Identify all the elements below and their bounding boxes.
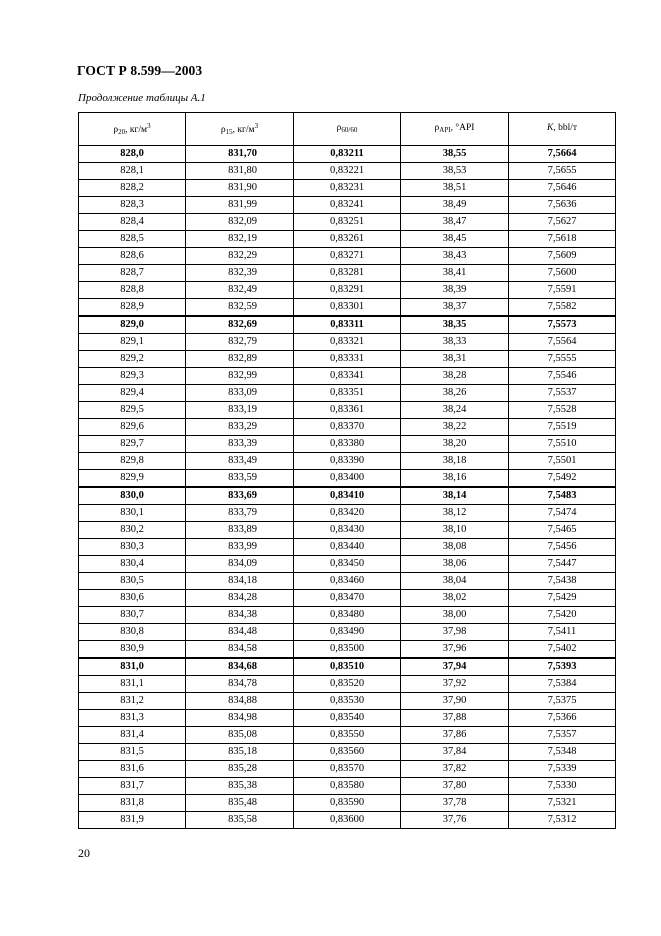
table-cell: 828,8 [79,282,186,299]
density-table [78,112,616,829]
table-cell: 829,6 [79,419,186,436]
table-cell: 38,18 [401,453,509,470]
table-row [79,539,616,556]
table-cell: 831,2 [79,693,186,710]
table-cell: 38,14 [401,487,509,505]
table-row [79,676,616,693]
table-row [79,727,616,744]
table-cell: 834,68 [186,658,294,676]
table-cell: 7,5456 [509,539,616,556]
table-cell: 831,3 [79,710,186,727]
table-cell: 0,83410 [294,487,401,505]
table-cell: 37,90 [401,693,509,710]
table-cell: 7,5393 [509,658,616,676]
table-cell: 0,83261 [294,231,401,248]
table-cell: 0,83530 [294,693,401,710]
table-cell: 37,94 [401,658,509,676]
table-cell: 829,2 [79,351,186,368]
table-cell: 38,10 [401,522,509,539]
column-header [186,113,294,146]
table-cell: 0,83420 [294,505,401,522]
table-cell: 829,7 [79,436,186,453]
table-cell: 7,5600 [509,265,616,282]
table-cell: 7,5636 [509,197,616,214]
table-cell: 7,5447 [509,556,616,573]
table-cell: 828,6 [79,248,186,265]
column-unit: , кг/м [232,124,255,135]
table-cell: 37,76 [401,812,509,829]
table-cell: 0,83380 [294,436,401,453]
table-row [79,522,616,539]
table-cell: 7,5627 [509,214,616,231]
table-row [79,573,616,590]
table-cell: 37,98 [401,624,509,641]
table-row [79,231,616,248]
table-cell: 0,83440 [294,539,401,556]
table-cell: 829,9 [79,470,186,488]
table-cell: 0,83430 [294,522,401,539]
table-cell: 829,8 [79,453,186,470]
table-cell: 7,5564 [509,334,616,351]
table-row [79,163,616,180]
table-cell: 833,69 [186,487,294,505]
table-cell: 38,35 [401,316,509,334]
column-symbol: K [546,123,554,134]
table-row [79,795,616,812]
table-cell: 828,2 [79,180,186,197]
table-cell: 7,5438 [509,573,616,590]
table-cell: 831,9 [79,812,186,829]
table-cell: 38,39 [401,282,509,299]
table-cell: 38,49 [401,197,509,214]
table-cell: 38,28 [401,368,509,385]
table-cell: 37,82 [401,761,509,778]
table-cell: 835,48 [186,795,294,812]
table-cell: 835,08 [186,727,294,744]
column-subscript: 60/60 [341,126,358,134]
table-cell: 831,99 [186,197,294,214]
column-superscript: 3 [254,121,259,130]
column-unit: , кг/м [125,124,148,135]
table-cell: 7,5321 [509,795,616,812]
table-row [79,693,616,710]
table-cell: 38,16 [401,470,509,488]
table-cell: 7,5528 [509,402,616,419]
table-cell: 832,89 [186,351,294,368]
table-cell: 833,39 [186,436,294,453]
column-unit: , bbl/т [553,123,578,134]
table-cell: 833,99 [186,539,294,556]
table-cell: 828,1 [79,163,186,180]
table-cell: 832,19 [186,231,294,248]
table-cell: 7,5330 [509,778,616,795]
table-cell: 0,83590 [294,795,401,812]
table-cell: 830,1 [79,505,186,522]
table-cell: 835,28 [186,761,294,778]
table-cell: 0,83211 [294,146,401,163]
table-row [79,505,616,522]
table-cell: 38,20 [401,436,509,453]
table-cell: 834,48 [186,624,294,641]
column-subscript: 20 [118,127,126,136]
table-cell: 831,0 [79,658,186,676]
table-cell: 38,45 [401,231,509,248]
table-cell: 7,5537 [509,385,616,402]
table-cell: 7,5348 [509,744,616,761]
table-cell: 0,83351 [294,385,401,402]
table-cell: 828,9 [79,299,186,317]
table-cell: 830,9 [79,641,186,659]
table-row [79,641,616,659]
table-row [79,214,616,231]
table-cell: 829,3 [79,368,186,385]
page-number: 20 [78,846,90,860]
column-symbol: ρ [113,124,119,135]
table-cell: 7,5402 [509,641,616,659]
column-header [294,113,401,146]
table-cell: 0,83370 [294,419,401,436]
table-row [79,265,616,282]
table-row [79,180,616,197]
table-cell: 7,5546 [509,368,616,385]
table-header-row [79,113,616,146]
table-cell: 0,83400 [294,470,401,488]
table-cell: 834,58 [186,641,294,659]
table-cell: 7,5465 [509,522,616,539]
table-cell: 831,6 [79,761,186,778]
table-cell: 834,28 [186,590,294,607]
column-symbol: ρ [336,123,342,133]
table-cell: 7,5420 [509,607,616,624]
table-row [79,761,616,778]
table-cell: 835,38 [186,778,294,795]
table-cell: 830,6 [79,590,186,607]
table-row [79,812,616,829]
table-cell: 832,09 [186,214,294,231]
table-cell: 7,5519 [509,419,616,436]
table-cell: 833,29 [186,419,294,436]
table-cell: 834,18 [186,573,294,590]
table-cell: 38,53 [401,163,509,180]
table-row [79,282,616,299]
column-subscript: 15 [225,127,233,136]
table-cell: 828,5 [79,231,186,248]
table-cell: 38,02 [401,590,509,607]
table-cell: 831,70 [186,146,294,163]
table-cell: 0,83480 [294,607,401,624]
table-cell: 830,8 [79,624,186,641]
table-cell: 38,51 [401,180,509,197]
table-cell: 7,5384 [509,676,616,693]
table-cell: 38,37 [401,299,509,317]
table-cell: 834,88 [186,693,294,710]
table-cell: 38,08 [401,539,509,556]
table-cell: 37,96 [401,641,509,659]
table-cell: 0,83301 [294,299,401,317]
table-cell: 7,5646 [509,180,616,197]
table-cell: 7,5582 [509,299,616,317]
table-cell: 7,5664 [509,146,616,163]
table-cell: 7,5375 [509,693,616,710]
table-row [79,453,616,470]
table-cell: 0,83331 [294,351,401,368]
table-caption: Продолжение таблицы А.1 [78,92,206,104]
table-cell: 835,58 [186,812,294,829]
table-cell: 829,4 [79,385,186,402]
table-cell: 829,1 [79,334,186,351]
table-cell: 833,89 [186,522,294,539]
table-cell: 38,47 [401,214,509,231]
table-body [79,146,616,829]
table-row [79,146,616,163]
table-row [79,624,616,641]
table-cell: 0,83311 [294,316,401,334]
table-cell: 7,5510 [509,436,616,453]
column-subscript: API [439,126,451,134]
table-cell: 38,12 [401,505,509,522]
table-cell: 7,5609 [509,248,616,265]
table-cell: 831,80 [186,163,294,180]
table-cell: 0,83540 [294,710,401,727]
table-row [79,385,616,402]
table-row [79,470,616,488]
table-row [79,351,616,368]
table-cell: 833,79 [186,505,294,522]
table-cell: 37,84 [401,744,509,761]
table-cell: 7,5429 [509,590,616,607]
table-cell: 834,09 [186,556,294,573]
table-cell: 38,04 [401,573,509,590]
table-row [79,744,616,761]
table-cell: 38,24 [401,402,509,419]
table-cell: 830,3 [79,539,186,556]
table-row [79,590,616,607]
table-cell: 0,83600 [294,812,401,829]
column-header [401,113,509,146]
column-header [79,113,186,146]
table-row [79,710,616,727]
table-cell: 835,18 [186,744,294,761]
table-row [79,368,616,385]
table-cell: 7,5312 [509,812,616,829]
table-cell: 0,83281 [294,265,401,282]
table-cell: 832,29 [186,248,294,265]
table-cell: 0,83580 [294,778,401,795]
table-cell: 0,83450 [294,556,401,573]
table-cell: 37,80 [401,778,509,795]
table-row [79,419,616,436]
table-cell: 7,5411 [509,624,616,641]
table-cell: 828,7 [79,265,186,282]
table-row [79,487,616,505]
table-cell: 830,2 [79,522,186,539]
table-cell: 831,8 [79,795,186,812]
table-cell: 829,5 [79,402,186,419]
table-cell: 0,83460 [294,573,401,590]
table-cell: 0,83241 [294,197,401,214]
table-cell: 7,5357 [509,727,616,744]
table-cell: 0,83520 [294,676,401,693]
table-cell: 7,5591 [509,282,616,299]
table-cell: 830,0 [79,487,186,505]
table-cell: 833,49 [186,453,294,470]
table-cell: 831,90 [186,180,294,197]
table-cell: 0,83570 [294,761,401,778]
table-cell: 831,4 [79,727,186,744]
table-cell: 828,0 [79,146,186,163]
table-cell: 38,26 [401,385,509,402]
table-cell: 0,83321 [294,334,401,351]
table-cell: 37,86 [401,727,509,744]
table-cell: 832,69 [186,316,294,334]
table-cell: 833,59 [186,470,294,488]
table-cell: 0,83271 [294,248,401,265]
table-cell: 7,5573 [509,316,616,334]
table-cell: 0,83550 [294,727,401,744]
table-cell: 38,22 [401,419,509,436]
table-cell: 38,43 [401,248,509,265]
table-cell: 0,83291 [294,282,401,299]
table-cell: 7,5655 [509,163,616,180]
table-cell: 828,3 [79,197,186,214]
table-cell: 37,78 [401,795,509,812]
table-cell: 7,5474 [509,505,616,522]
column-unit: , °API [450,123,475,133]
table-row [79,316,616,334]
table-row [79,556,616,573]
table-cell: 830,7 [79,607,186,624]
table-cell: 38,06 [401,556,509,573]
table-cell: 38,33 [401,334,509,351]
table-cell: 37,92 [401,676,509,693]
column-superscript: 3 [147,121,151,130]
table-cell: 832,59 [186,299,294,317]
column-header [509,113,616,146]
table-cell: 834,38 [186,607,294,624]
table-cell: 7,5492 [509,470,616,488]
table-cell: 0,83341 [294,368,401,385]
table-row [79,334,616,351]
table-cell: 832,39 [186,265,294,282]
table-cell: 38,00 [401,607,509,624]
table-cell: 38,55 [401,146,509,163]
column-symbol: ρ [220,124,226,135]
table-row [79,436,616,453]
table-cell: 833,19 [186,402,294,419]
table-cell: 831,7 [79,778,186,795]
table-cell: 38,41 [401,265,509,282]
table-cell: 0,83470 [294,590,401,607]
table-row [79,778,616,795]
table-cell: 0,83361 [294,402,401,419]
table-cell: 0,83510 [294,658,401,676]
table-cell: 832,49 [186,282,294,299]
table-cell: 831,1 [79,676,186,693]
table-cell: 7,5618 [509,231,616,248]
table-row [79,658,616,676]
table-row [79,402,616,419]
table-cell: 830,4 [79,556,186,573]
table-cell: 832,99 [186,368,294,385]
table-cell: 830,5 [79,573,186,590]
table-cell: 7,5555 [509,351,616,368]
table-row [79,197,616,214]
table-cell: 831,5 [79,744,186,761]
table-cell: 0,83560 [294,744,401,761]
table-cell: 0,83390 [294,453,401,470]
table-cell: 834,78 [186,676,294,693]
table-cell: 0,83490 [294,624,401,641]
table-row [79,607,616,624]
table-cell: 833,09 [186,385,294,402]
table-cell: 0,83500 [294,641,401,659]
table-cell: 0,83231 [294,180,401,197]
table-cell: 832,79 [186,334,294,351]
table-cell: 828,4 [79,214,186,231]
table-cell: 38,31 [401,351,509,368]
table-cell: 0,83221 [294,163,401,180]
table-row [79,299,616,317]
table-cell: 7,5339 [509,761,616,778]
table-cell: 7,5501 [509,453,616,470]
table-cell: 7,5483 [509,487,616,505]
table-cell: 0,83251 [294,214,401,231]
column-symbol: ρ [434,123,440,133]
table-cell: 834,98 [186,710,294,727]
table-cell: 829,0 [79,316,186,334]
table-row [79,248,616,265]
table-cell: 7,5366 [509,710,616,727]
document-header: ГОСТ Р 8.599—2003 [77,63,203,78]
table-cell: 37,88 [401,710,509,727]
